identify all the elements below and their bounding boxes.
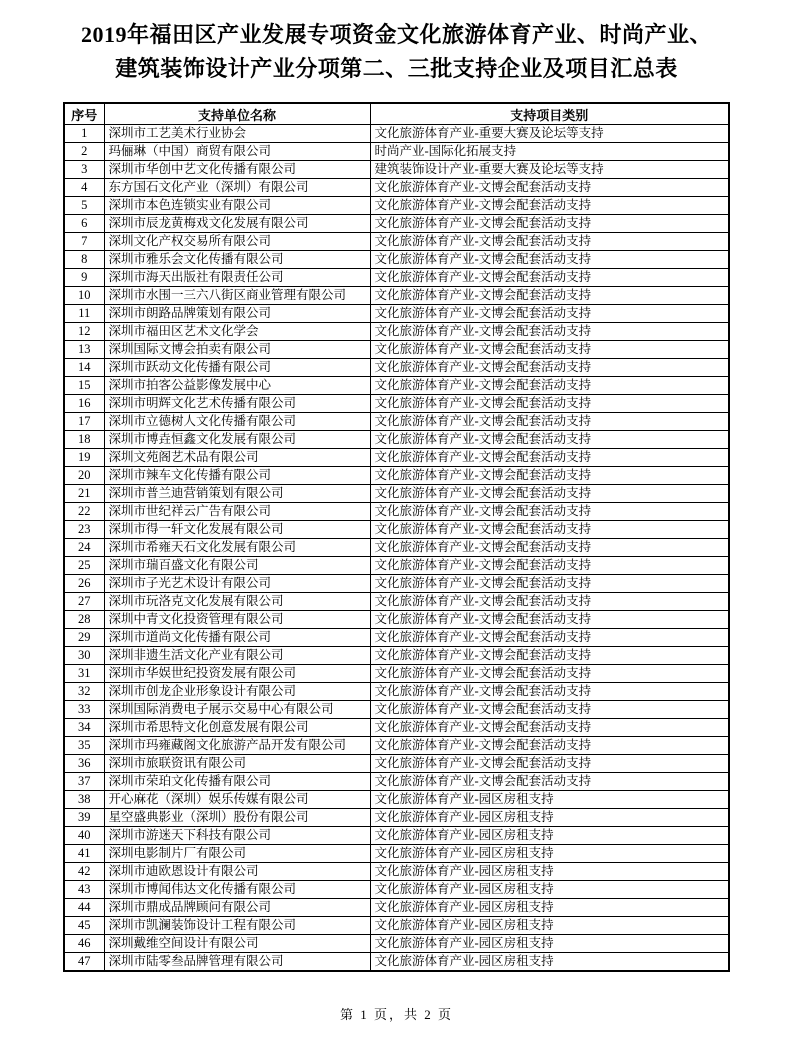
cell-num: 18 xyxy=(64,431,104,449)
cell-num: 7 xyxy=(64,233,104,251)
cell-name: 深圳市工艺美术行业协会 xyxy=(104,125,370,143)
table-row xyxy=(64,395,729,413)
cell-name: 深圳市得一轩文化发展有限公司 xyxy=(104,521,370,539)
cell-category: 文化旅游体育产业-文博会配套活动支持 xyxy=(370,611,729,629)
cell-category: 文化旅游体育产业-文博会配套活动支持 xyxy=(370,755,729,773)
table-row xyxy=(64,683,729,701)
cell-name: 深圳非遗生活文化产业有限公司 xyxy=(104,647,370,665)
cell-name: 深圳市海天出版社有限责任公司 xyxy=(104,269,370,287)
cell-category: 文化旅游体育产业-文博会配套活动支持 xyxy=(370,377,729,395)
header-cell-num: 序号 xyxy=(64,103,104,125)
header-cell-category: 支持项目类别 xyxy=(370,103,729,125)
cell-num: 15 xyxy=(64,377,104,395)
table-header xyxy=(64,103,729,125)
table-row xyxy=(64,503,729,521)
cell-category: 文化旅游体育产业-文博会配套活动支持 xyxy=(370,431,729,449)
cell-category: 文化旅游体育产业-文博会配套活动支持 xyxy=(370,503,729,521)
cell-name: 深圳市玛雍藏阁文化旅游产品开发有限公司 xyxy=(104,737,370,755)
cell-num: 23 xyxy=(64,521,104,539)
cell-name: 深圳市游迷天下科技有限公司 xyxy=(104,827,370,845)
cell-name: 开心麻花（深圳）娱乐传媒有限公司 xyxy=(104,791,370,809)
cell-name: 深圳市拍客公益影像发展中心 xyxy=(104,377,370,395)
cell-num: 37 xyxy=(64,773,104,791)
cell-category: 文化旅游体育产业-文博会配套活动支持 xyxy=(370,593,729,611)
cell-num: 4 xyxy=(64,179,104,197)
table-row xyxy=(64,125,729,143)
cell-category: 文化旅游体育产业-文博会配套活动支持 xyxy=(370,323,729,341)
table-row xyxy=(64,755,729,773)
table-row xyxy=(64,899,729,917)
cell-category: 文化旅游体育产业-文博会配套活动支持 xyxy=(370,683,729,701)
table-row xyxy=(64,791,729,809)
page-title-line2: 建筑装饰设计产业分项第二、三批支持企业及项目汇总表 xyxy=(115,56,678,81)
cell-name: 深圳市迪欧恩设计有限公司 xyxy=(104,863,370,881)
cell-name: 深圳市华娱世纪投资发展有限公司 xyxy=(104,665,370,683)
cell-category: 文化旅游体育产业-园区房租支持 xyxy=(370,881,729,899)
cell-name: 深圳市希思特文化创意发展有限公司 xyxy=(104,719,370,737)
cell-name: 深圳市创龙企业形象设计有限公司 xyxy=(104,683,370,701)
cell-category: 文化旅游体育产业-文博会配套活动支持 xyxy=(370,197,729,215)
page-number: 第 1 页，共 2 页 xyxy=(339,1007,453,1022)
cell-category: 文化旅游体育产业-文博会配套活动支持 xyxy=(370,773,729,791)
cell-name: 深圳市瑞百盛文化有限公司 xyxy=(104,557,370,575)
table-row xyxy=(64,467,729,485)
cell-num: 24 xyxy=(64,539,104,557)
cell-name: 深圳市辣车文化传播有限公司 xyxy=(104,467,370,485)
cell-category: 文化旅游体育产业-文博会配套活动支持 xyxy=(370,629,729,647)
cell-name: 深圳国际文博会拍卖有限公司 xyxy=(104,341,370,359)
cell-name: 深圳市道尚文化传播有限公司 xyxy=(104,629,370,647)
table-row xyxy=(64,881,729,899)
table-row xyxy=(64,809,729,827)
table-row xyxy=(64,539,729,557)
table-row xyxy=(64,701,729,719)
cell-num: 12 xyxy=(64,323,104,341)
cell-category: 文化旅游体育产业-文博会配套活动支持 xyxy=(370,233,729,251)
table-row xyxy=(64,449,729,467)
cell-num: 16 xyxy=(64,395,104,413)
table-row xyxy=(64,359,729,377)
cell-name: 深圳市雅乐会文化传播有限公司 xyxy=(104,251,370,269)
cell-num: 11 xyxy=(64,305,104,323)
cell-num: 39 xyxy=(64,809,104,827)
cell-category: 时尚产业-国际化拓展支持 xyxy=(370,143,729,161)
cell-num: 14 xyxy=(64,359,104,377)
cell-name: 深圳市鼎成品牌顾问有限公司 xyxy=(104,899,370,917)
cell-category: 文化旅游体育产业-文博会配套活动支持 xyxy=(370,539,729,557)
table-row xyxy=(64,179,729,197)
table-row xyxy=(64,935,729,953)
cell-num: 31 xyxy=(64,665,104,683)
cell-category: 文化旅游体育产业-文博会配套活动支持 xyxy=(370,359,729,377)
table-row xyxy=(64,917,729,935)
cell-category: 文化旅游体育产业-园区房租支持 xyxy=(370,845,729,863)
table-row xyxy=(64,629,729,647)
cell-name: 深圳文化产权交易所有限公司 xyxy=(104,233,370,251)
cell-name: 深圳市博垚恒鑫文化发展有限公司 xyxy=(104,431,370,449)
table-row xyxy=(64,287,729,305)
table-row xyxy=(64,647,729,665)
cell-category: 文化旅游体育产业-文博会配套活动支持 xyxy=(370,647,729,665)
cell-category: 文化旅游体育产业-文博会配套活动支持 xyxy=(370,305,729,323)
cell-category: 文化旅游体育产业-文博会配套活动支持 xyxy=(370,485,729,503)
cell-num: 3 xyxy=(64,161,104,179)
support-summary-table xyxy=(63,102,730,972)
cell-num: 44 xyxy=(64,899,104,917)
cell-name: 深圳市旅联资讯有限公司 xyxy=(104,755,370,773)
cell-category: 文化旅游体育产业-文博会配套活动支持 xyxy=(370,215,729,233)
cell-category: 文化旅游体育产业-园区房租支持 xyxy=(370,953,729,972)
cell-num: 30 xyxy=(64,647,104,665)
table-row xyxy=(64,413,729,431)
cell-name: 深圳国际消费电子展示交易中心有限公司 xyxy=(104,701,370,719)
cell-num: 25 xyxy=(64,557,104,575)
cell-category: 文化旅游体育产业-园区房租支持 xyxy=(370,791,729,809)
table-row xyxy=(64,269,729,287)
cell-category: 文化旅游体育产业-文博会配套活动支持 xyxy=(370,467,729,485)
cell-name: 深圳文苑阁艺术品有限公司 xyxy=(104,449,370,467)
cell-num: 22 xyxy=(64,503,104,521)
cell-num: 47 xyxy=(64,953,104,972)
page-title-line1: 2019年福田区产业发展专项资金文化旅游体育产业、时尚产业、 xyxy=(80,22,712,47)
cell-category: 文化旅游体育产业-文博会配套活动支持 xyxy=(370,269,729,287)
cell-num: 2 xyxy=(64,143,104,161)
cell-name: 深圳市朗路品牌策划有限公司 xyxy=(104,305,370,323)
cell-name: 深圳市子光艺术设计有限公司 xyxy=(104,575,370,593)
cell-num: 26 xyxy=(64,575,104,593)
cell-name: 深圳市世纪祥云广告有限公司 xyxy=(104,503,370,521)
table-row xyxy=(64,233,729,251)
cell-category: 文化旅游体育产业-文博会配套活动支持 xyxy=(370,557,729,575)
cell-category: 文化旅游体育产业-文博会配套活动支持 xyxy=(370,665,729,683)
cell-num: 42 xyxy=(64,863,104,881)
cell-category: 文化旅游体育产业-重要大赛及论坛等支持 xyxy=(370,125,729,143)
cell-category: 文化旅游体育产业-文博会配套活动支持 xyxy=(370,179,729,197)
cell-num: 20 xyxy=(64,467,104,485)
cell-num: 38 xyxy=(64,791,104,809)
cell-num: 36 xyxy=(64,755,104,773)
table-row xyxy=(64,575,729,593)
table-row xyxy=(64,953,729,972)
cell-category: 文化旅游体育产业-文博会配套活动支持 xyxy=(370,449,729,467)
cell-name: 深圳市凯澜装饰设计工程有限公司 xyxy=(104,917,370,935)
cell-category: 文化旅游体育产业-文博会配套活动支持 xyxy=(370,251,729,269)
table-row xyxy=(64,341,729,359)
table-row xyxy=(64,431,729,449)
cell-name: 星空盛典影业（深圳）股份有限公司 xyxy=(104,809,370,827)
table-row xyxy=(64,827,729,845)
cell-num: 35 xyxy=(64,737,104,755)
table-row xyxy=(64,323,729,341)
cell-num: 6 xyxy=(64,215,104,233)
table-row xyxy=(64,719,729,737)
cell-num: 1 xyxy=(64,125,104,143)
cell-category: 文化旅游体育产业-园区房租支持 xyxy=(370,809,729,827)
cell-num: 5 xyxy=(64,197,104,215)
cell-num: 32 xyxy=(64,683,104,701)
cell-name: 深圳戴维空间设计有限公司 xyxy=(104,935,370,953)
cell-num: 28 xyxy=(64,611,104,629)
table-row xyxy=(64,377,729,395)
cell-num: 13 xyxy=(64,341,104,359)
cell-num: 8 xyxy=(64,251,104,269)
cell-num: 40 xyxy=(64,827,104,845)
cell-category: 文化旅游体育产业-文博会配套活动支持 xyxy=(370,737,729,755)
cell-name: 东方国石文化产业（深圳）有限公司 xyxy=(104,179,370,197)
cell-name: 深圳中青文化投资管理有限公司 xyxy=(104,611,370,629)
cell-num: 33 xyxy=(64,701,104,719)
cell-category: 文化旅游体育产业-园区房租支持 xyxy=(370,863,729,881)
cell-name: 深圳市水围一三六八街区商业管理有限公司 xyxy=(104,287,370,305)
cell-num: 41 xyxy=(64,845,104,863)
header-cell-name: 支持单位名称 xyxy=(104,103,370,125)
cell-num: 9 xyxy=(64,269,104,287)
table-row xyxy=(64,773,729,791)
page-title xyxy=(47,18,747,86)
table-row xyxy=(64,143,729,161)
cell-name: 深圳市玩洛克文化发展有限公司 xyxy=(104,593,370,611)
table-row xyxy=(64,161,729,179)
cell-category: 文化旅游体育产业-文博会配套活动支持 xyxy=(370,719,729,737)
table-row xyxy=(64,593,729,611)
cell-name: 深圳市福田区艺术文化学会 xyxy=(104,323,370,341)
cell-name: 玛俪琳（中国）商贸有限公司 xyxy=(104,143,370,161)
table-row xyxy=(64,611,729,629)
cell-name: 深圳市明辉文化艺术传播有限公司 xyxy=(104,395,370,413)
cell-name: 深圳市立德树人文化传播有限公司 xyxy=(104,413,370,431)
table-row xyxy=(64,557,729,575)
cell-category: 文化旅游体育产业-园区房租支持 xyxy=(370,899,729,917)
cell-name: 深圳市博闻伟达文化传播有限公司 xyxy=(104,881,370,899)
cell-name: 深圳市希雍天石文化发展有限公司 xyxy=(104,539,370,557)
table-row xyxy=(64,251,729,269)
cell-category: 文化旅游体育产业-文博会配套活动支持 xyxy=(370,395,729,413)
cell-name: 深圳市陆零叁品牌管理有限公司 xyxy=(104,953,370,972)
cell-name: 深圳电影制片厂有限公司 xyxy=(104,845,370,863)
cell-num: 43 xyxy=(64,881,104,899)
table-row xyxy=(64,485,729,503)
cell-num: 27 xyxy=(64,593,104,611)
cell-category: 文化旅游体育产业-文博会配套活动支持 xyxy=(370,575,729,593)
cell-num: 19 xyxy=(64,449,104,467)
table-row xyxy=(64,215,729,233)
cell-num: 21 xyxy=(64,485,104,503)
table-row xyxy=(64,197,729,215)
table-row xyxy=(64,521,729,539)
table-row xyxy=(64,845,729,863)
cell-num: 34 xyxy=(64,719,104,737)
table-row xyxy=(64,305,729,323)
cell-category: 文化旅游体育产业-园区房租支持 xyxy=(370,917,729,935)
cell-num: 45 xyxy=(64,917,104,935)
table-header-row xyxy=(64,103,729,125)
table-body xyxy=(64,125,729,972)
table-row xyxy=(64,737,729,755)
cell-name: 深圳市辰龙黄梅戏文化发展有限公司 xyxy=(104,215,370,233)
cell-name: 深圳市荣珀文化传播有限公司 xyxy=(104,773,370,791)
cell-category: 建筑装饰设计产业-重要大赛及论坛等支持 xyxy=(370,161,729,179)
cell-category: 文化旅游体育产业-园区房租支持 xyxy=(370,935,729,953)
cell-num: 46 xyxy=(64,935,104,953)
table-row xyxy=(64,665,729,683)
cell-name: 深圳市本色连锁实业有限公司 xyxy=(104,197,370,215)
cell-category: 文化旅游体育产业-文博会配套活动支持 xyxy=(370,413,729,431)
cell-category: 文化旅游体育产业-文博会配套活动支持 xyxy=(370,341,729,359)
cell-num: 29 xyxy=(64,629,104,647)
cell-name: 深圳市跃动文化传播有限公司 xyxy=(104,359,370,377)
table-row xyxy=(64,863,729,881)
cell-num: 17 xyxy=(64,413,104,431)
cell-name: 深圳市普兰迪营销策划有限公司 xyxy=(104,485,370,503)
cell-name: 深圳市华创中艺文化传播有限公司 xyxy=(104,161,370,179)
cell-category: 文化旅游体育产业-园区房租支持 xyxy=(370,827,729,845)
cell-num: 10 xyxy=(64,287,104,305)
cell-category: 文化旅游体育产业-文博会配套活动支持 xyxy=(370,287,729,305)
cell-category: 文化旅游体育产业-文博会配套活动支持 xyxy=(370,521,729,539)
cell-category: 文化旅游体育产业-文博会配套活动支持 xyxy=(370,701,729,719)
